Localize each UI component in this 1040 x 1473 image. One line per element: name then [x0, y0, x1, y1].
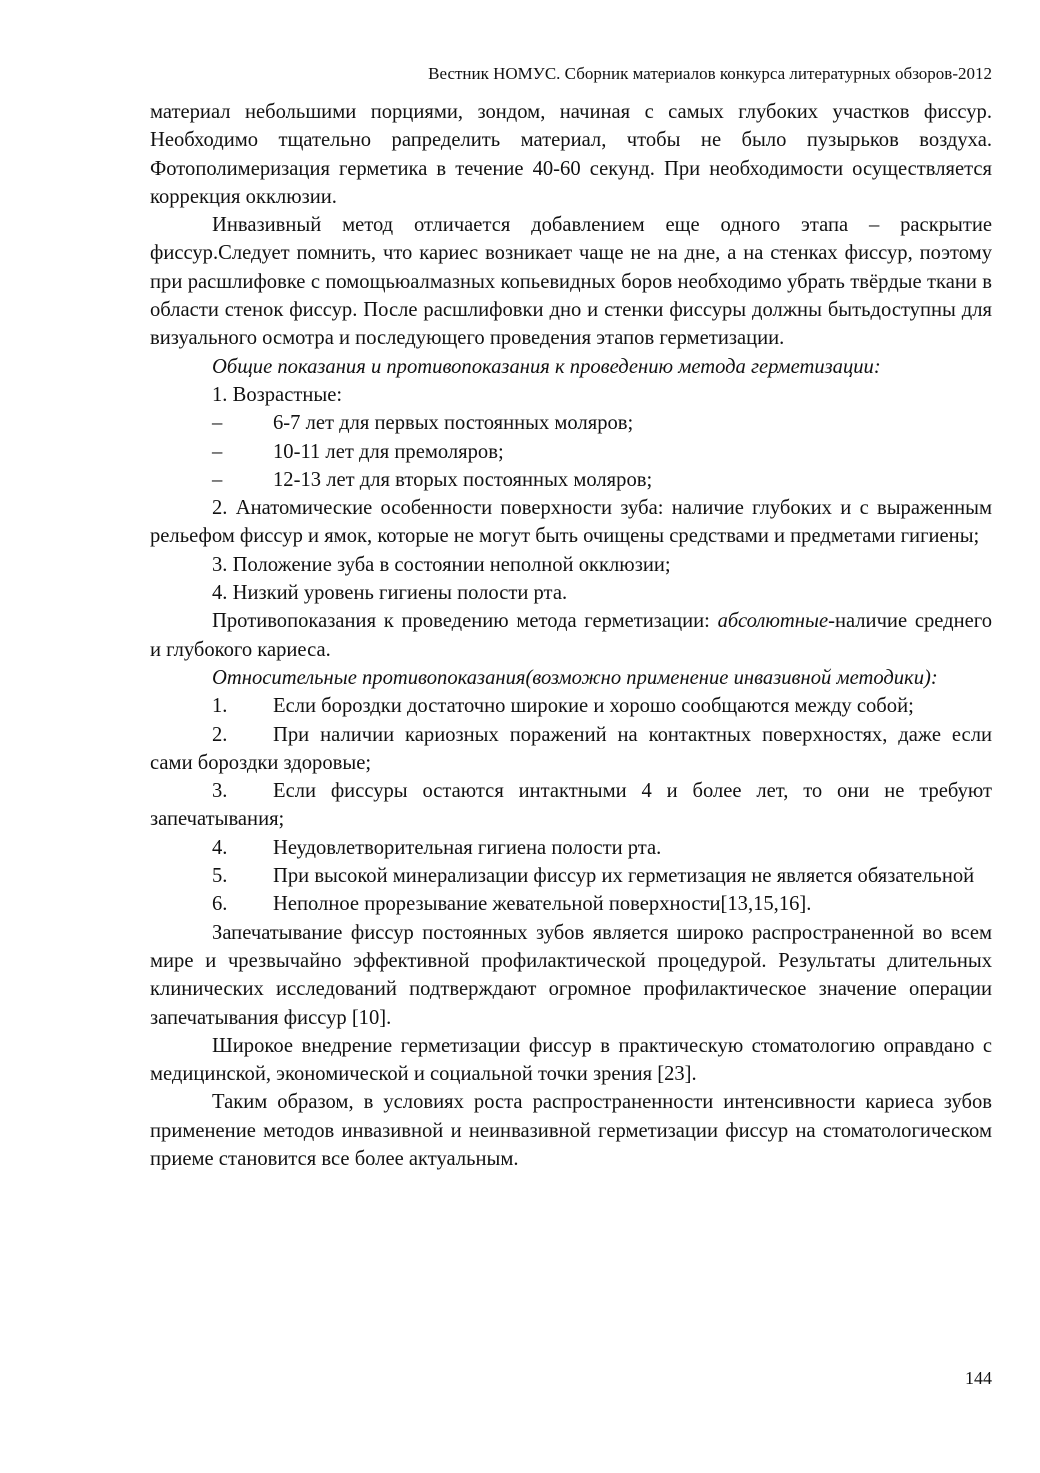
relative-item	[150, 834, 992, 862]
item-number: 3.	[212, 780, 228, 803]
item-text: Неполное прорезывание жевательной поверхности[13,15,16].	[273, 893, 812, 916]
dash-bullet: –	[212, 468, 223, 491]
item-text: Если бороздки достаточно широкие и хорошо сообщаются между собой;	[273, 695, 914, 718]
item-text: Если фиссуры остаются интактными 4 и более лет, то они не требуют запечатывания;	[150, 780, 992, 831]
age-subitem	[150, 409, 992, 437]
list-item-hygiene: 4. Низкий уровень гигиены полости рта.	[212, 582, 568, 605]
relative-contraindications-heading: Относительные противопоказания(возможно применение инвазивной методики):	[212, 666, 938, 689]
item-number: 2.	[212, 723, 228, 746]
paragraph-sealing-effectiveness: Запечатывание фиссур постоянных зубов является широко распространенной во всем мире и чрезвычайно эффективной профилактической процедурой. Результаты длительных клинических исследований подтверждают огромное профилактическое значение операции запечатывания фиссур [10].	[150, 921, 992, 1029]
item-text: Неудовлетворительная гигиена полости рта.	[273, 836, 662, 859]
age-subitem	[150, 438, 992, 466]
item-number: 4.	[212, 836, 228, 859]
relative-item	[150, 777, 992, 834]
contra-prefix: Противопоказания к проведению метода герметизации:	[212, 610, 718, 633]
contra-suffix: наличие среднего и глубокого кариеса.	[150, 610, 993, 661]
list-item-position: 3. Положение зуба в состоянии неполной окклюзии;	[212, 553, 671, 576]
item-number: 5.	[212, 865, 228, 888]
age-subitem-text: 6-7 лет для первых постоянных моляров;	[273, 412, 634, 435]
dash-bullet: –	[212, 440, 223, 463]
list-item-anatomy: 2. Анатомические особенности поверхности зуба: наличие глубоких и с выраженным рельефом фиссур и ямок, которые не могут быть очищены средствами и предметами гигиены;	[150, 497, 992, 548]
relative-item	[150, 692, 992, 720]
page-body	[150, 98, 992, 1173]
paragraph-conclusion: Таким образом, в условиях роста распространенности интенсивности кариеса зубов применение методов инвазивной и неинвазивной герметизации фиссур на стоматологическом приеме становится все более актуальным.	[150, 1091, 992, 1170]
item-number: 1.	[212, 695, 228, 718]
age-subitem-text: 10-11 лет для премоляров;	[273, 440, 504, 463]
relative-item	[150, 721, 992, 778]
item-text: При наличии кариозных поражений на контактных поверхностях, даже если сами бороздки здоровые;	[150, 723, 992, 774]
relative-item	[150, 862, 992, 890]
indications-heading: Общие показания и противопоказания к проведению метода герметизации:	[212, 355, 881, 378]
age-subitem	[150, 466, 992, 494]
paragraph-invasive-method: Инвазивный метод отличается добавлением еще одного этапа – раскрытие фиссур.Следует помнить, что кариес возникает чаще не на дне, а на стенках фиссур, поэтому при расшлифовке с помощьюалмазных копьевидных боров необходимо убрать твёрдые ткани в области стенок фиссур. После расшлифовки дно и стенки фиссуры должны бытьдоступны для визуального осмотра и последующего проведения этапов герметизации.	[150, 214, 992, 350]
relative-item	[150, 890, 992, 918]
list-item-age: 1. Возрастные:	[212, 383, 343, 406]
dash-bullet: –	[212, 412, 223, 435]
paragraph-implementation: Широкое внедрение герметизации фиссур в практическую стоматологию оправдано с медицинской, экономической и социальной точки зрения [23].	[150, 1034, 992, 1086]
item-text: При высокой минерализации фиссур их герметизация не является обязательной	[273, 865, 975, 888]
item-number: 6.	[212, 893, 228, 916]
paragraph-sealant-application: материал небольшими порциями, зондом, начиная с самых глубоких участков фиссур. Необходимо тщательно рапределить материал, чтобы не было пузырьков воздуха. Фотополимеризация герметика в течение 40-60 секунд. При необходимости осуществляется коррекция окклюзии.	[150, 101, 992, 208]
running-header: Вестник НОМУС. Сборник материалов конкурса литературных обзоров-2012	[428, 64, 992, 83]
page-number: 144	[965, 1368, 992, 1388]
contra-absolute: абсолютные-	[717, 610, 835, 633]
paragraph-contraindications	[150, 607, 992, 664]
age-subitem-text: 12-13 лет для вторых постоянных моляров;	[273, 468, 653, 491]
